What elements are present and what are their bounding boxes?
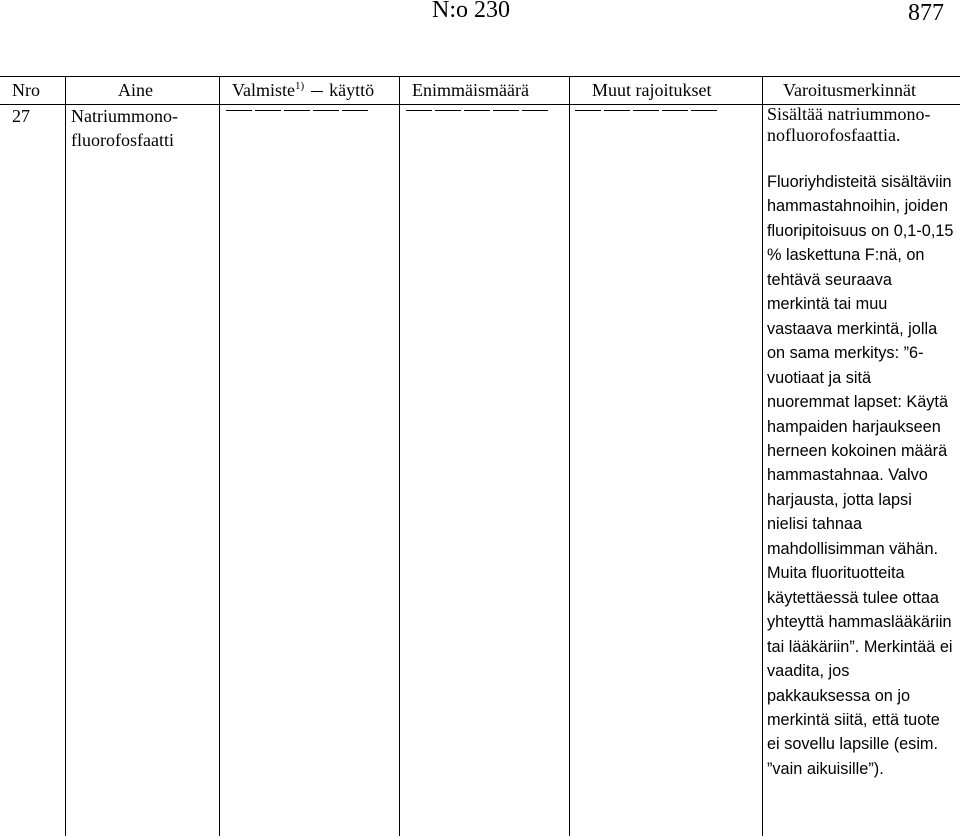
warning-intro-line1: Sisältää natriummono- bbox=[767, 104, 931, 124]
substance-name bbox=[71, 104, 178, 152]
warning-text: Fluoriyhdisteitä sisältäviin hammastahnoihin, joiden fluoripitoisuus on 0,1-0,15 % laskettuna F:nä, on tehtävä seuraava merkintä tai muu vastaava merkintä, jolla on sama merkitys: ”6-vuotiaat ja sitä nuoremmat lapset: Käytä hampaiden harjaukseen herneen kokoinen määrä hammastahnaa. Valvo harjausta, jotta lapsi nielisi tahnaa mahdollisimman vähän. Muita fluorituotteita käytettäessä tulee ottaa yhteyttä hammaslääkäriin tai lääkäriin”. Merkintää ei vaadita, jos pakkauksessa on jo merkintä siitä, että tuote ei sovellu lapsille (esim. ”vain aikuisille”). bbox=[767, 173, 954, 778]
column-divider bbox=[399, 76, 400, 836]
column-header-muut-rajoitukset: Muut rajoitukset bbox=[592, 80, 712, 100]
column-divider bbox=[65, 76, 66, 836]
column-header-enimmaismaara: Enimmäismäärä bbox=[412, 80, 529, 100]
table-top-rule bbox=[0, 76, 960, 77]
column-divider bbox=[219, 76, 220, 836]
column-header-aine: Aine bbox=[118, 80, 153, 100]
column-header-kaytto: käyttö bbox=[329, 80, 375, 100]
row-number: 27 bbox=[12, 106, 30, 126]
column-divider bbox=[762, 76, 763, 836]
column-header-valmiste bbox=[232, 80, 374, 101]
header-dash bbox=[311, 91, 323, 92]
column-divider bbox=[569, 76, 570, 836]
issue-number: N:o 230 bbox=[432, 0, 510, 23]
warning-intro bbox=[767, 104, 957, 146]
column-header-varoitusmerkinnat: Varoitusmerkinnät bbox=[783, 80, 916, 100]
substance-name-line2: fluorofosfaatti bbox=[71, 130, 174, 150]
restrictions-table bbox=[0, 76, 960, 836]
column-header-nro: Nro bbox=[12, 80, 40, 100]
page-number: 877 bbox=[908, 0, 944, 26]
substance-name-line1: Natriummono- bbox=[71, 106, 178, 126]
warning-intro-line2: nofluorofosfaattia. bbox=[767, 125, 901, 145]
column-header-valmiste-label: Valmiste bbox=[232, 80, 295, 100]
footnote-marker: 1) bbox=[295, 80, 305, 92]
